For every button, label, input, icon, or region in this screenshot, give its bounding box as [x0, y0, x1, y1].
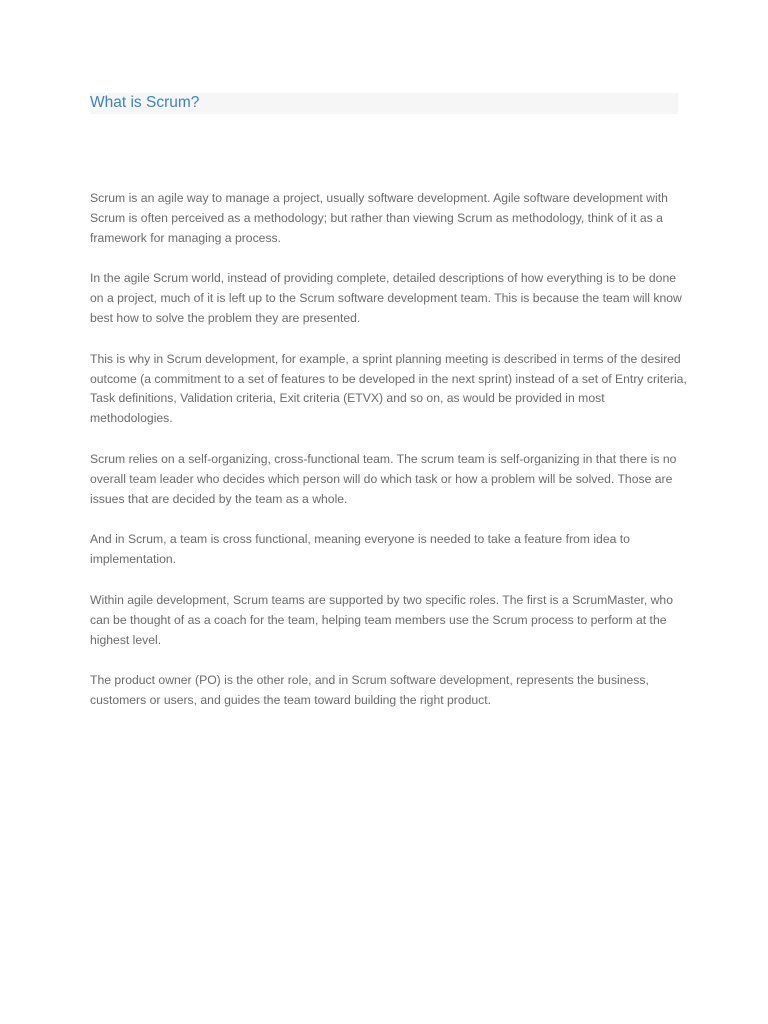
- article-body: [90, 189, 690, 732]
- paragraph-self-organizing: Scrum relies on a self-organizing, cross-functional team. The scrum team is self-organizing in that there is no overall team leader who decides which person will do which task or how a problem will be solved. Those are issues that are decided by the team as a whole.: [90, 451, 677, 506]
- paragraph-product-owner: The product owner (PO) is the other role, and in Scrum software development, represents the business, customers or users, and guides the team toward building the right product.: [90, 673, 649, 708]
- title-bar: [90, 93, 678, 114]
- paragraph-intro: Scrum is an agile way to manage a project, usually software development. Agile software development with Scrum is often perceived as a methodology; but rather than viewing Scrum as methodology, think of it as a framework for managing a process.: [90, 191, 668, 245]
- paragraph-agile-world: In the agile Scrum world, instead of providing complete, detailed descriptions of how everything is to be done on a project, much of it is left up to the Scrum software development team. This is because the team will know best how to solve the problem they are presented.: [90, 271, 682, 325]
- paragraph-scrummaster: Within agile development, Scrum teams are supported by two specific roles. The first is a ScrumMaster, who can be thought of as a coach for the team, helping team members use the Scrum process to perform at the highest level.: [90, 592, 673, 647]
- paragraph-cross-functional: And in Scrum, a team is cross functional, meaning everyone is needed to take a feature from idea to implementation.: [90, 532, 630, 567]
- paragraph-sprint-planning: This is why in Scrum development, for example, a sprint planning meeting is described in terms of the desired outcome (a commitment to a set of features to be developed in the next sprint) instead of a set of Entry criteria, Task definitions, Validation criteria, Exit criteria (ETVX) and so on, as would be provided in most methodologies.: [90, 351, 687, 426]
- page-title: What is Scrum?: [90, 94, 200, 111]
